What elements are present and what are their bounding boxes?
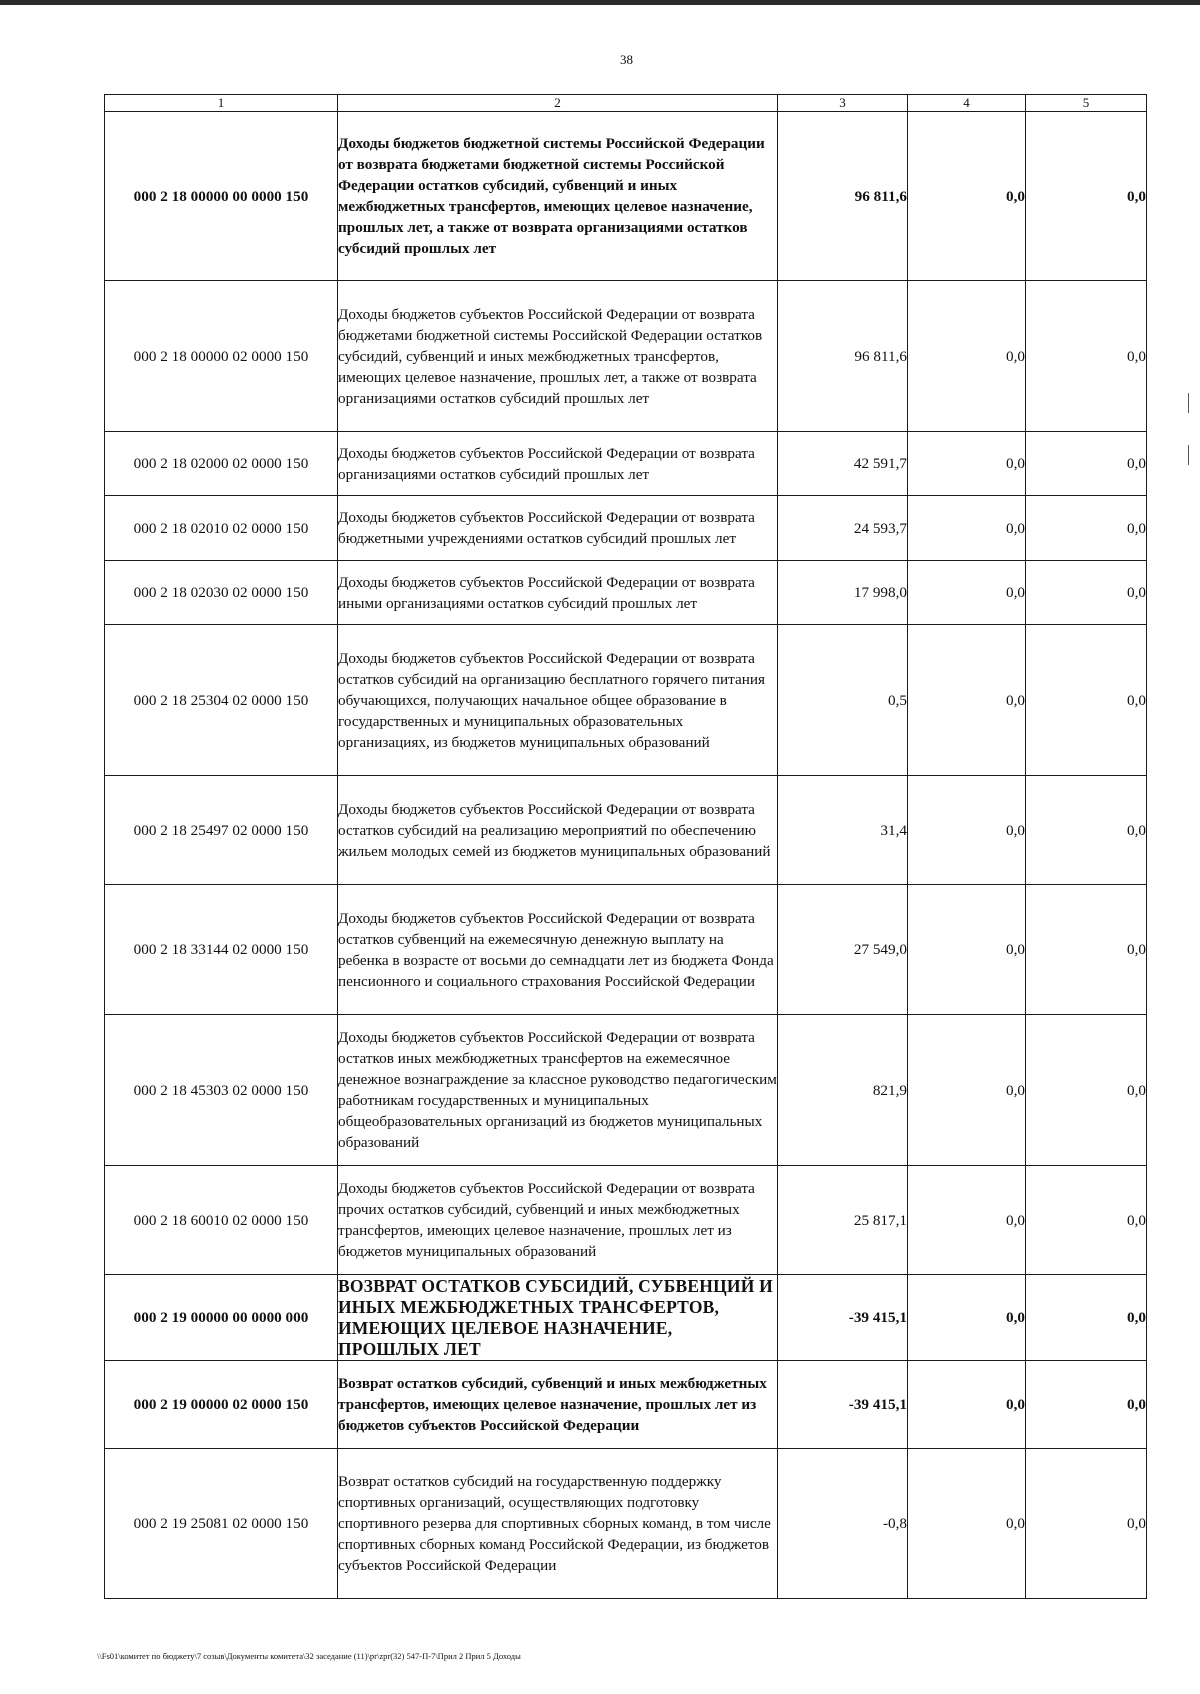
budget-code: 000 2 19 00000 00 0000 000 (105, 1275, 338, 1361)
table-row (105, 776, 1147, 885)
budget-code: 000 2 18 02010 02 0000 150 (105, 496, 338, 561)
amount-col5: 0,0 (1026, 1361, 1147, 1449)
table-row (105, 625, 1147, 776)
column-header-3: 3 (778, 95, 908, 112)
budget-code: 000 2 18 02000 02 0000 150 (105, 432, 338, 496)
amount-col3: 0,5 (778, 625, 908, 776)
amount-col5: 0,0 (1026, 1449, 1147, 1599)
amount-col4: 0,0 (908, 112, 1026, 281)
revenue-name: Доходы бюджетов субъектов Российской Федерации от возврата организациями остатков субсидий прошлых лет (338, 432, 778, 496)
revenue-name: Доходы бюджетов субъектов Российской Федерации от возврата остатков субвенций на ежемесячную денежную выплату на ребенка в возрасте от восьми до семнадцати лет из бюджета Фонда пенсионного и социального страхования Российской Федерации (338, 885, 778, 1015)
table-row (105, 885, 1147, 1015)
table-header-row (105, 95, 1147, 112)
budget-code: 000 2 18 25497 02 0000 150 (105, 776, 338, 885)
amount-col4: 0,0 (908, 1361, 1026, 1449)
amount-col3: 821,9 (778, 1015, 908, 1166)
revenue-name: Доходы бюджетов субъектов Российской Федерации от возврата иными организациями остатков субсидий прошлых лет (338, 561, 778, 625)
scan-top-edge (0, 0, 1200, 5)
revenue-name: Доходы бюджетов субъектов Российской Федерации от возврата бюджетами бюджетной системы Российской Федерации остатков субсидий, субвенций и иных межбюджетных трансфертов, имеющих целевое назначение, прошлых лет, а также от возврата организациями остатков субсидий прошлых лет (338, 281, 778, 432)
amount-col5: 0,0 (1026, 432, 1147, 496)
amount-col3: 96 811,6 (778, 112, 908, 281)
amount-col3: 42 591,7 (778, 432, 908, 496)
table-row (105, 1166, 1147, 1275)
table-row (105, 281, 1147, 432)
amount-col4: 0,0 (908, 625, 1026, 776)
amount-col4: 0,0 (908, 1449, 1026, 1599)
amount-col3: 27 549,0 (778, 885, 908, 1015)
amount-col4: 0,0 (908, 885, 1026, 1015)
revenue-name: Доходы бюджетов бюджетной системы Российской Федерации от возврата бюджетами бюджетной системы Российской Федерации остатков субсидий, субвенций и иных межбюджетных трансфертов, имеющих целевое назначение, прошлых лет, а также от возврата организациями остатков субсидий прошлых лет (338, 112, 778, 281)
budget-code: 000 2 19 00000 02 0000 150 (105, 1361, 338, 1449)
amount-col4: 0,0 (908, 776, 1026, 885)
scan-edge-mark (1188, 393, 1189, 413)
amount-col3: 31,4 (778, 776, 908, 885)
amount-col3: -0,8 (778, 1449, 908, 1599)
file-path-footer: \\Fs01\комитет по бюджету\7 созыв\Документы комитета\32 заседание (11)\pr\zpr(32) 547-П-7\Прил 2 Прил 5 Доходы (97, 1651, 521, 1661)
column-header-5: 5 (1026, 95, 1147, 112)
amount-col4: 0,0 (908, 1166, 1026, 1275)
page-number: 38 (620, 52, 633, 67)
budget-code: 000 2 19 25081 02 0000 150 (105, 1449, 338, 1599)
table-row (105, 1275, 1147, 1361)
revenue-table (104, 94, 1147, 1599)
column-header-2: 2 (338, 95, 778, 112)
amount-col4: 0,0 (908, 561, 1026, 625)
amount-col5: 0,0 (1026, 496, 1147, 561)
budget-code: 000 2 18 33144 02 0000 150 (105, 885, 338, 1015)
revenue-name: Доходы бюджетов субъектов Российской Федерации от возврата остатков субсидий на реализацию мероприятий по обеспечению жильем молодых семей из бюджетов муниципальных образований (338, 776, 778, 885)
revenue-name: ВОЗВРАТ ОСТАТКОВ СУБСИДИЙ, СУБВЕНЦИЙ И ИНЫХ МЕЖБЮДЖЕТНЫХ ТРАНСФЕРТОВ, ИМЕЮЩИХ ЦЕЛЕВОЕ НАЗНАЧЕНИЕ, ПРОШЛЫХ ЛЕТ (338, 1275, 778, 1361)
table-row (105, 1449, 1147, 1599)
budget-code: 000 2 18 25304 02 0000 150 (105, 625, 338, 776)
revenue-name: Доходы бюджетов субъектов Российской Федерации от возврата остатков иных межбюджетных трансфертов на ежемесячное денежное вознаграждение за классное руководство педагогическим работникам государственных и муниципальных общеобразовательных организаций из бюджетов муниципальных образований (338, 1015, 778, 1166)
amount-col3: -39 415,1 (778, 1361, 908, 1449)
revenue-name: Возврат остатков субсидий, субвенций и иных межбюджетных трансфертов, имеющих целевое назначение, прошлых лет из бюджетов субъектов Российской Федерации (338, 1361, 778, 1449)
budget-code: 000 2 18 00000 02 0000 150 (105, 281, 338, 432)
amount-col4: 0,0 (908, 281, 1026, 432)
revenue-name: Доходы бюджетов субъектов Российской Федерации от возврата прочих остатков субсидий, субвенций и иных межбюджетных трансфертов, имеющих целевое назначение, прошлых лет из бюджетов муниципальных образований (338, 1166, 778, 1275)
amount-col3: 17 998,0 (778, 561, 908, 625)
table-row (105, 496, 1147, 561)
column-header-1: 1 (105, 95, 338, 112)
budget-code: 000 2 18 45303 02 0000 150 (105, 1015, 338, 1166)
amount-col5: 0,0 (1026, 1275, 1147, 1361)
amount-col4: 0,0 (908, 1015, 1026, 1166)
amount-col5: 0,0 (1026, 112, 1147, 281)
amount-col5: 0,0 (1026, 561, 1147, 625)
amount-col5: 0,0 (1026, 1166, 1147, 1275)
budget-code: 000 2 18 02030 02 0000 150 (105, 561, 338, 625)
table-row (105, 432, 1147, 496)
budget-code: 000 2 18 00000 00 0000 150 (105, 112, 338, 281)
revenue-name: Возврат остатков субсидий на государственную поддержку спортивных организаций, осуществляющих подготовку спортивного резерва для спортивных сборных команд, в том числе спортивных сборных команд Российской Федерации, из бюджетов субъектов Российской Федерации (338, 1449, 778, 1599)
amount-col5: 0,0 (1026, 776, 1147, 885)
revenue-name: Доходы бюджетов субъектов Российской Федерации от возврата бюджетными учреждениями остатков субсидий прошлых лет (338, 496, 778, 561)
amount-col3: 24 593,7 (778, 496, 908, 561)
table-row (105, 1361, 1147, 1449)
table-row (105, 561, 1147, 625)
amount-col4: 0,0 (908, 1275, 1026, 1361)
budget-code: 000 2 18 60010 02 0000 150 (105, 1166, 338, 1275)
amount-col4: 0,0 (908, 432, 1026, 496)
column-header-4: 4 (908, 95, 1026, 112)
revenue-name: Доходы бюджетов субъектов Российской Федерации от возврата остатков субсидий на организацию бесплатного горячего питания обучающихся, получающих начальное общее образование в государственных и муниципальных образовательных организациях, из бюджетов муниципальных образований (338, 625, 778, 776)
amount-col5: 0,0 (1026, 281, 1147, 432)
amount-col3: 96 811,6 (778, 281, 908, 432)
amount-col5: 0,0 (1026, 625, 1147, 776)
table-row (105, 112, 1147, 281)
amount-col5: 0,0 (1026, 1015, 1147, 1166)
amount-col4: 0,0 (908, 496, 1026, 561)
amount-col3: -39 415,1 (778, 1275, 908, 1361)
amount-col3: 25 817,1 (778, 1166, 908, 1275)
scan-edge-mark (1188, 445, 1189, 465)
amount-col5: 0,0 (1026, 885, 1147, 1015)
table-row (105, 1015, 1147, 1166)
